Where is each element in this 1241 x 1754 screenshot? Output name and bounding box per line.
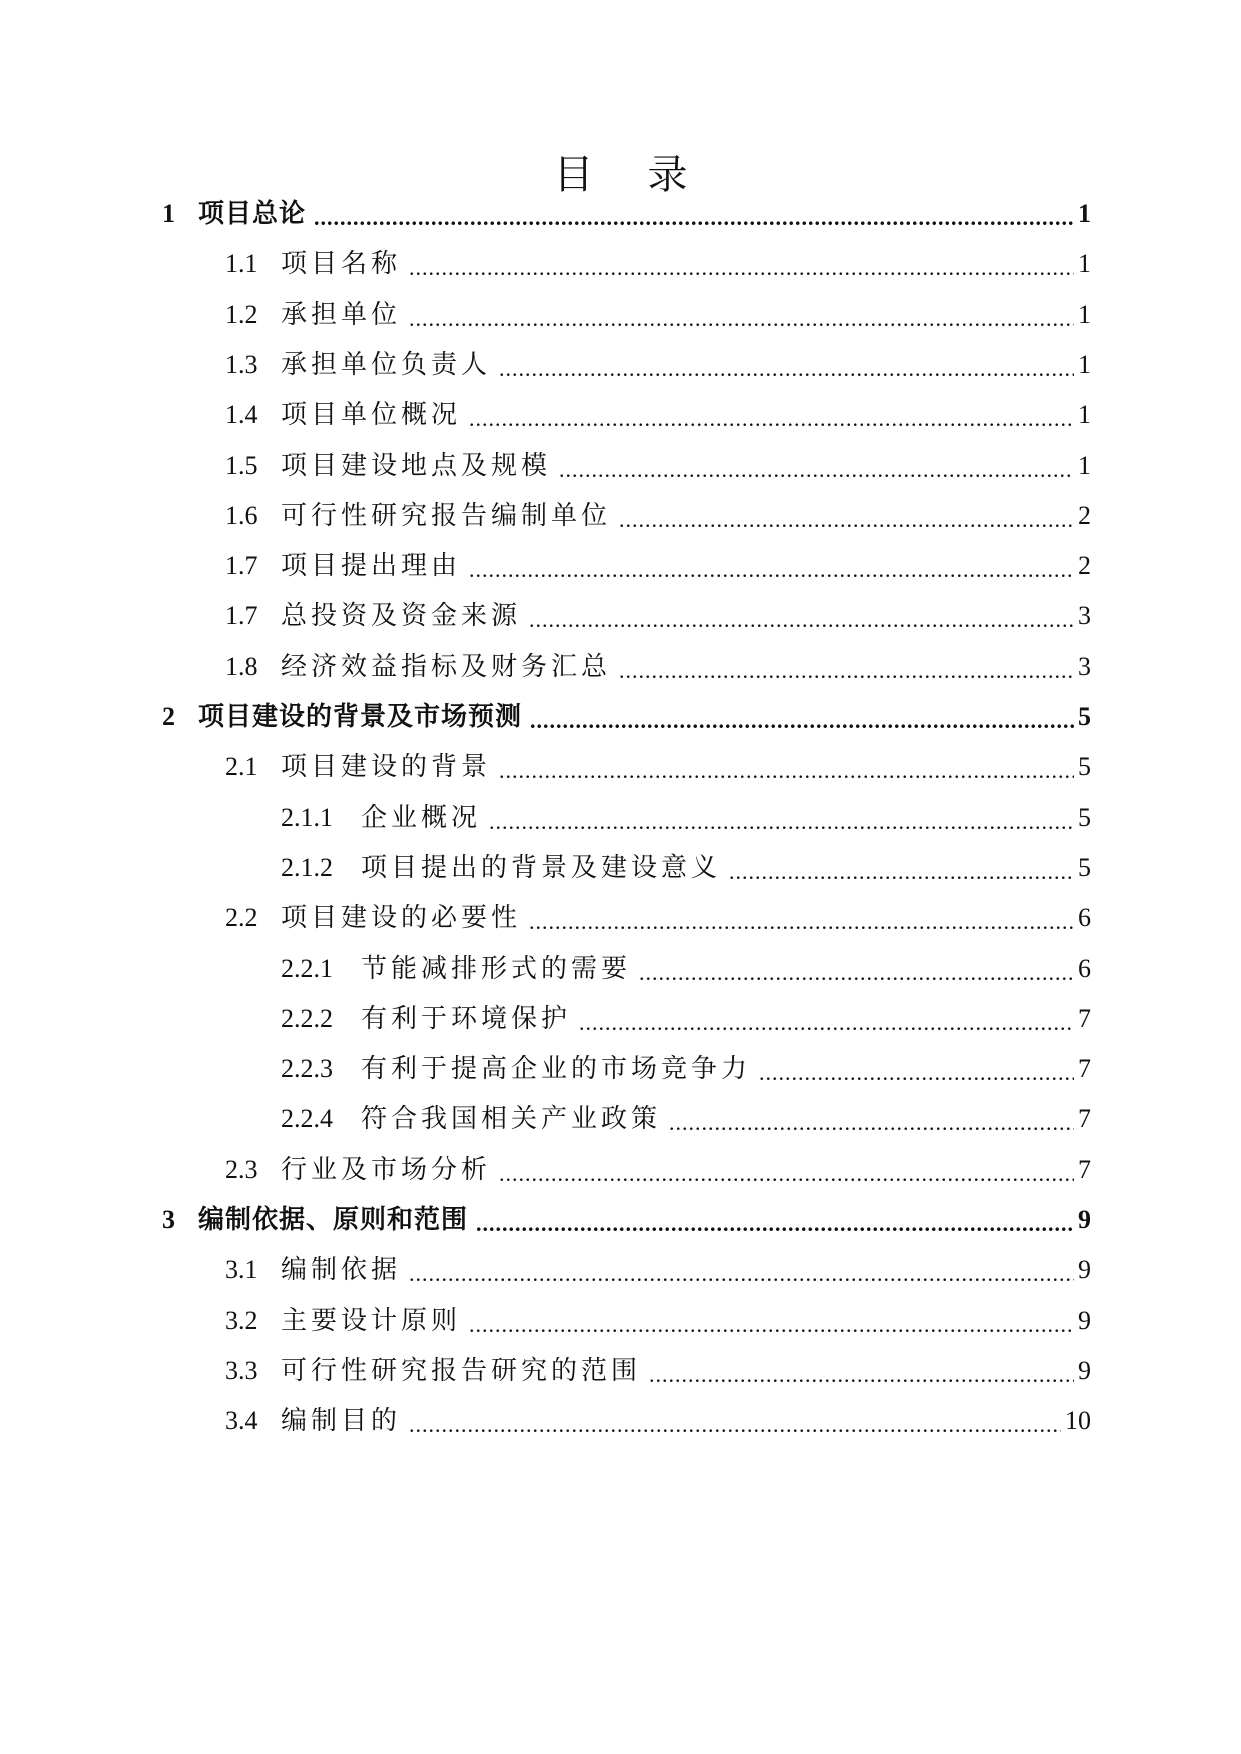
toc-entry-page-number: 3 <box>1078 652 1091 681</box>
toc-entry-number: 3.4 <box>225 1406 258 1435</box>
toc-entry[interactable] <box>225 593 1091 633</box>
toc-entry-title: 有利于环境保护 <box>361 1004 572 1034</box>
toc-dot-leader <box>409 1253 1074 1287</box>
toc-entry-title: 主要设计原则 <box>281 1306 462 1336</box>
toc-entry-number: 2.1.2 <box>281 853 333 882</box>
toc-entry[interactable] <box>225 1348 1091 1388</box>
toc-entry[interactable] <box>225 342 1091 382</box>
toc-entry-page-number: 7 <box>1078 1104 1091 1133</box>
toc-entry[interactable] <box>225 644 1091 684</box>
toc-entry[interactable] <box>225 1147 1091 1187</box>
toc-entry-title: 符合我国相关产业政策 <box>361 1104 662 1134</box>
toc-entry-page-number: 9 <box>1078 1306 1091 1335</box>
toc-entry[interactable] <box>225 895 1091 935</box>
toc-entry-number: 1.2 <box>225 300 258 329</box>
toc-entry-title: 可行性研究报告研究的范围 <box>281 1356 642 1386</box>
toc-entry-page-number: 9 <box>1078 1356 1091 1385</box>
toc-entry-number: 1.5 <box>225 451 258 480</box>
toc-entry-page-number: 2 <box>1078 501 1091 530</box>
toc-entry-title: 项目单位概况 <box>281 400 462 430</box>
toc-title-char-2: 录 <box>647 152 688 198</box>
toc-entry-page-number: 9 <box>1078 1205 1091 1234</box>
toc-dot-leader <box>499 348 1074 382</box>
toc-entry-title: 节能减排形式的需要 <box>361 954 632 984</box>
toc-entry-page-number: 1 <box>1078 249 1091 278</box>
toc-entry-title: 编制依据 <box>281 1255 402 1285</box>
toc-entry-page-number: 2 <box>1078 551 1091 580</box>
toc-title-char-1: 目 <box>553 152 594 198</box>
toc-entry-title: 项目总论 <box>198 199 307 229</box>
toc-entry-page-number: 10 <box>1065 1406 1091 1435</box>
toc-entry-number: 1.1 <box>225 249 258 278</box>
toc-entry-page-number: 5 <box>1078 752 1091 781</box>
toc-entry-title: 编制目的 <box>281 1406 402 1436</box>
toc-entry-title: 行业及市场分析 <box>281 1155 492 1185</box>
toc-dot-leader <box>469 549 1074 583</box>
toc-entry-number: 3.3 <box>225 1356 258 1385</box>
toc-dot-leader <box>619 650 1074 684</box>
toc-entry-page-number: 1 <box>1078 350 1091 379</box>
toc-entry[interactable] <box>225 443 1091 483</box>
toc-entry-page-number: 7 <box>1078 1054 1091 1083</box>
toc-entry[interactable] <box>162 1197 1091 1237</box>
toc-dot-leader <box>729 851 1074 885</box>
toc-entry[interactable] <box>225 1298 1091 1338</box>
toc-entry[interactable] <box>225 744 1091 784</box>
toc-entry-title: 有利于提高企业的市场竞争力 <box>361 1054 752 1084</box>
toc-dot-leader <box>529 599 1074 633</box>
toc-entry-title: 项目建设的必要性 <box>281 903 522 933</box>
toc-entry-title: 项目提出的背景及建设意义 <box>361 853 722 883</box>
toc-entry-number: 1.7 <box>225 601 258 630</box>
toc-entry[interactable] <box>281 996 1091 1036</box>
toc-entry-page-number: 1 <box>1078 300 1091 329</box>
toc-dot-leader <box>469 398 1074 432</box>
toc-dot-leader <box>579 1002 1074 1036</box>
toc-entry-page-number: 7 <box>1078 1155 1091 1184</box>
toc-entry-page-number: 1 <box>1078 400 1091 429</box>
toc-dot-leader <box>469 1304 1074 1338</box>
toc-entry-number: 2.2 <box>225 903 258 932</box>
toc-entry-number: 2.3 <box>225 1155 258 1184</box>
toc-dot-leader <box>649 1354 1074 1388</box>
toc-entry-page-number: 3 <box>1078 601 1091 630</box>
toc-entry-title: 编制依据、原则和范围 <box>198 1205 469 1235</box>
toc-entry-page-number: 1 <box>1078 199 1091 228</box>
toc-entry-number: 1.3 <box>225 350 258 379</box>
toc-dot-leader <box>499 750 1074 784</box>
toc-entry-title: 项目名称 <box>281 249 402 279</box>
toc-entry-page-number: 6 <box>1078 903 1091 932</box>
toc-entry[interactable] <box>225 543 1091 583</box>
toc-entry-number: 1.6 <box>225 501 258 530</box>
toc-entry-number: 2.2.2 <box>281 1004 333 1033</box>
toc-entry-title: 项目建设地点及规模 <box>281 451 552 481</box>
toc-entry-page-number: 7 <box>1078 1004 1091 1033</box>
toc-entry-title: 企业概况 <box>361 803 482 833</box>
toc-entry[interactable] <box>281 946 1091 986</box>
toc-dot-leader <box>759 1052 1074 1086</box>
toc-dot-leader <box>409 247 1074 281</box>
toc-entry[interactable] <box>225 392 1091 432</box>
toc-dot-leader <box>669 1102 1074 1136</box>
toc-entry-number: 1.4 <box>225 400 258 429</box>
toc-entry[interactable] <box>162 694 1091 734</box>
toc-entry-page-number: 6 <box>1078 954 1091 983</box>
toc-dot-leader <box>559 449 1074 483</box>
toc-dot-leader <box>409 1404 1061 1438</box>
toc-dot-leader <box>530 700 1074 734</box>
toc-entry-title: 项目建设的背景及市场预测 <box>198 702 523 732</box>
toc-entry[interactable] <box>281 845 1091 885</box>
toc-dot-leader <box>619 499 1074 533</box>
toc-entry-number: 2.2.1 <box>281 954 333 983</box>
toc-entry[interactable] <box>225 1247 1091 1287</box>
toc-entry-number: 2 <box>162 702 175 731</box>
toc-dot-leader <box>639 952 1074 986</box>
toc-entry-title: 项目提出理由 <box>281 551 462 581</box>
toc-dot-leader <box>314 197 1074 231</box>
toc-entry-page-number: 5 <box>1078 702 1091 731</box>
toc-dot-leader <box>529 901 1074 935</box>
toc-entry-title: 项目建设的背景 <box>281 752 492 782</box>
toc-dot-leader <box>476 1203 1074 1237</box>
toc-entry-number: 1.8 <box>225 652 258 681</box>
toc-entry[interactable] <box>225 241 1091 281</box>
toc-entry-number: 2.1 <box>225 752 258 781</box>
toc-entry-title: 经济效益指标及财务汇总 <box>281 652 612 682</box>
toc-dot-leader <box>499 1153 1074 1187</box>
toc-entry-number: 3.2 <box>225 1306 258 1335</box>
toc-entry-page-number: 9 <box>1078 1255 1091 1284</box>
toc-entry-number: 2.2.3 <box>281 1054 333 1083</box>
toc-entry-number: 2.2.4 <box>281 1104 333 1133</box>
toc-entry[interactable] <box>281 1046 1091 1086</box>
toc-entry-number: 3.1 <box>225 1255 258 1284</box>
toc-entry-title: 可行性研究报告编制单位 <box>281 501 612 531</box>
toc-entry[interactable] <box>225 1398 1091 1438</box>
toc-entry-page-number: 5 <box>1078 803 1091 832</box>
toc-entry-page-number: 5 <box>1078 853 1091 882</box>
toc-entry-title: 承担单位 <box>281 300 402 330</box>
toc-entry[interactable] <box>281 1096 1091 1136</box>
toc-entry-number: 3 <box>162 1205 175 1234</box>
toc-dot-leader <box>489 801 1074 835</box>
toc-entry[interactable] <box>162 191 1091 231</box>
toc-entry-number: 2.1.1 <box>281 803 333 832</box>
toc-entry-title: 承担单位负责人 <box>281 350 492 380</box>
toc-entry-number: 1 <box>162 199 175 228</box>
toc-entry[interactable] <box>225 292 1091 332</box>
toc-entry-number: 1.7 <box>225 551 258 580</box>
toc-entry-page-number: 1 <box>1078 451 1091 480</box>
toc-entry[interactable] <box>281 795 1091 835</box>
toc-entry[interactable] <box>225 493 1091 533</box>
toc-dot-leader <box>409 298 1074 332</box>
toc-entry-title: 总投资及资金来源 <box>281 601 522 631</box>
